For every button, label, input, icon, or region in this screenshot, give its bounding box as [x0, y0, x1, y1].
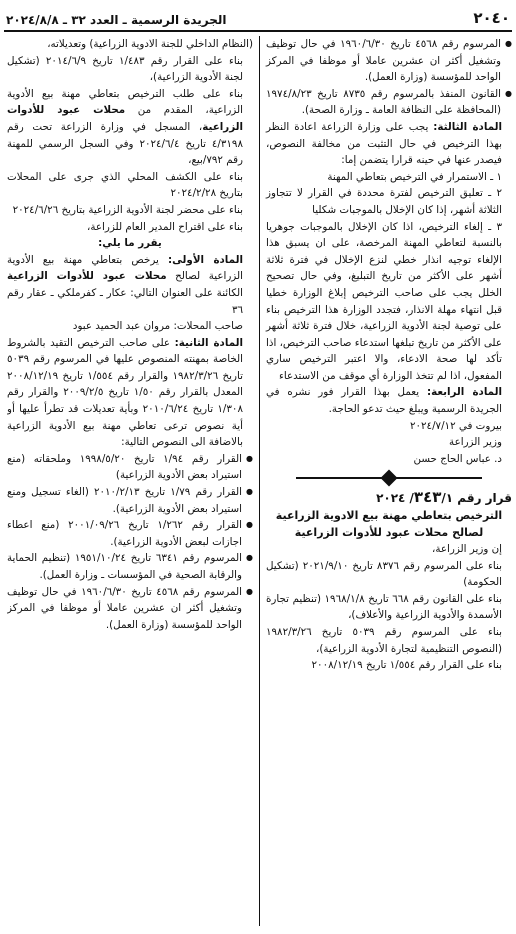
preamble-line: إن وزير الزراعة،	[432, 543, 502, 556]
list-item-text: المرسوم رقم ٦٣٤١ تاريخ ١٩٥١/١٠/٢٤ (تنظيم الحماية والرقابة الصحية في المؤسسات ـ وزارة العمل).	[7, 552, 242, 581]
list-item-text: القرار رقم ١/٧٩ تاريخ ٢٠١٠/٢/١٣ (الغاء تسجيل ومنع استيراد بعض الأدوية الزراعية).	[7, 486, 243, 515]
list-item-text: المرسوم رقم ٤٥٦٨ تاريخ ١٩٦٠/٦/٣٠ في حال توظيف وتشغيل أكثر ان عشرين عاملا أو موظفا في المركز الواحد للمؤسسة (وزارة العمل).	[266, 38, 501, 84]
list-item	[7, 550, 253, 583]
list-item-text: المرسوم رقم ٤٥٦٨ تاريخ ١٩٦٠/٦/٣٠ في حال توظيف وتشغيل أكثر ان عشرين عاملا أو موظفا في المركز الواحد للمؤسسة (وزارة العمل).	[7, 585, 242, 631]
paragraph: بناء على محضر لجنة الأدوية الزراعية بتاريخ ٢٠٢٤/٦/٢٦	[12, 203, 243, 216]
article-paragraph	[266, 384, 512, 417]
list-item-text: القرار رقم ١/٢٦٢ تاريخ ٢٠٠١/٠٩/٢٦ (منع اعطاء اجازات لبعض الأدوية الزراعية).	[7, 519, 242, 548]
licensee-name: محلات عبود للأدوات الزراعية	[7, 270, 167, 283]
list-item	[266, 86, 512, 119]
list-item-text: القانون المنفذ بالمرسوم رقم ٨٧٣٥ تاريخ ١٩٧٤/٨/٢٣ (المحافظة على النظافة العامة ـ وزارة الصحة).	[266, 87, 501, 117]
paragraph: بناء على اقتراح المدير العام للزراعة،	[87, 220, 243, 233]
article-label: المادة الثالثة:	[433, 120, 503, 133]
paragraph-text: ، المسجل في وزارة الزراعة تحت رقم ٤/٣١٩٨ تاريخ ٢٠٢٤/٦/٤ وفي السجل الرسمي للمهنة رقم ٧٩٢/بيع،	[7, 120, 243, 167]
list-item	[7, 484, 253, 517]
list-item	[266, 36, 512, 86]
article-label: المادة الثانية:	[174, 336, 244, 349]
page-body	[4, 36, 512, 926]
list-item	[7, 517, 253, 550]
list-item	[7, 451, 253, 484]
preamble-line: بناء على القرار رقم ١/٥٥٤ تاريخ ٢٠٠٨/١٢/١٩	[311, 659, 502, 672]
decree-suffix: /١/ ٢٠٢٤	[376, 491, 454, 506]
paragraph: صاحب المحلات: مروان عبد الحميد عبود	[72, 320, 243, 333]
signature-title: وزير الزراعة	[449, 436, 502, 449]
article-text: يعمل بهذا القرار فور نشره في الجريدة الرسمية ويبلغ حيث تدعو الحاجة.	[266, 386, 502, 416]
preamble	[266, 541, 512, 674]
article-paragraph	[7, 252, 253, 318]
signature-block	[266, 418, 512, 468]
list-item	[7, 584, 253, 634]
article-text: يرخص بتعاطي مهنة بيع الأدوية الزراعية لصالح	[7, 253, 243, 283]
article-paragraph	[7, 335, 253, 451]
left-column	[7, 36, 259, 926]
article-text: يجب على وزارة الزراعة اعادة النظر بهذا الترخيص في حال التثبت من مخالفة النصوص، فيصدر عنها في حينه قرارا يتضمن إما:	[266, 120, 502, 167]
article-label: المادة الأولى:	[168, 253, 243, 266]
signature-name: د. عباس الحاج حسن	[413, 452, 502, 465]
preamble-line: بناء على القانون رقم ٦٦٨ تاريخ ١٩٦٨/١/٨ (تنظيم تجارة الأسمدة والأدوية الزراعية والأعلاف)،	[266, 592, 502, 622]
paragraph: بناء على الكشف المحلي الذي جرى على المحلات بتاريخ ٢٠٢٤/٢/٢٨	[7, 170, 243, 200]
decree-number	[266, 489, 512, 507]
decree-number-value: ٣٤٣	[413, 488, 442, 507]
decree-prefix: قرار رقم	[457, 491, 512, 506]
page-number: ٢٠٤٠	[473, 9, 510, 27]
column-separator	[259, 36, 260, 926]
article-text: على صاحب الترخيص التقيد بالشروط الخاصة بمهنته المنصوص عليها في المرسوم رقم ٥٠٣٩ تاريخ ١٩٨٢/٣/٢٦ والقرار رقم ١/٥٥٤ تاريخ ٢٠٠٨/١٢/١٩ المعدل بالقرار رقم ١/٥٠ تاريخ ٢٠٠٩/٢/٥ والقرار رقم ١/٣٠٨ تاريخ ٢٠١٠/٦/٢٤ وبأية تعديلات قد تطرأ عليها أو أية نصوص ترعى تعاطي مهنة بيع الأدوية الزراعية بالاضافة الى النصوص التالية:	[7, 336, 243, 449]
paragraph: ٢ ـ تعليق الترخيص لفترة محددة في القرار لا تتجاوز الثلاثة أشهر، إذا كان الإخلال بالموجبات شكليا	[266, 187, 502, 216]
paragraph: ١ ـ الاستمرار في الترخيص بتعاطي المهنة	[327, 170, 502, 183]
preamble-line: بناء على المرسوم رقم ٨٣٧٦ تاريخ ٢٠٢١/٩/١٠ (تشكيل الحكومة)	[266, 559, 502, 589]
list-item-text: القرار رقم ١/٩٤ تاريخ ١٩٩٨/٥/٢٠ وملحقاته (منع استيراد بعض الأدوية الزراعية)	[7, 452, 242, 482]
divider-diamond	[381, 470, 398, 487]
article-text: الكائنة على العنوان التالي: عكار ـ كفرملكي ـ عقار رقم ٣٦	[7, 286, 243, 316]
preamble-line: بناء على المرسوم رقم ٥٠٣٩ تاريخ ١٩٨٢/٣/٢٦ (النصوص التنظيمية لتجارة الأدوية الزراعية)،	[266, 626, 502, 655]
paragraph: (النظام الداخلي للجنة الادوية الزراعية) وتعديلاته،	[47, 38, 253, 50]
decree-title: الترخيص بتعاطي مهنة بيع الادوية الزراعية لصالح محلات عبود للأدوات الزراعية	[275, 509, 503, 540]
article-label: المادة الرابعة:	[426, 386, 502, 399]
paragraph	[7, 86, 253, 169]
article-paragraph	[266, 119, 512, 169]
paragraph: بناء على القرار رقم ١/٤٨٣ تاريخ ٢٠١٤/٦/٩ (تشكيل لجنة الأدوية الزراعية)،	[7, 54, 243, 84]
licensee-name: محلات عبود للأدوات الزراعية	[7, 104, 243, 133]
paragraph-text: بناء على طلب الترخيص بتعاطي مهنة بيع الأدوية الزراعية، المقدم من	[7, 87, 243, 117]
section-divider	[266, 471, 512, 485]
paragraph: ٣ ـ إلغاء الترخيص، اذا كان الإخلال بالموجبات جوهريا بالنسبة لتعاطي المهنة المرخصة، على ان يسبق هذا الإلغاء توجيه انذار خطي لنزع الإخلال في فترة ثلاثة أشهر على الأكثر من تاريخ التبليغ، وفي حال تصحيح الخلل يجب على صاحب الترخيص إبلاغ الوزارة خطيا قبل انتهاء مهلة الانذار، فتجدد الوزارة هذا الترخيص بناء على توصية لجنة الأدوية الزراعية، خلال فترة ثلاثة أشهر على الأكثر من تاريخ تبلغها استدعاء صاحب الترخيص، اذا تأكد لها صحة الادعاء، والا اعتبر الترخيص ساري المفعول، اذا لم تتخذ الوزارة أي موقف من الاستدعاء	[266, 220, 502, 382]
right-column	[260, 36, 512, 926]
decides-heading: يقرر ما يلي:	[98, 237, 162, 250]
right-column-items	[266, 36, 512, 418]
signature-date: بيروت في ٢٠٢٤/٧/١٢	[409, 419, 502, 432]
page-header	[4, 6, 512, 32]
gazette-title: الجريدة الرسمية ـ العدد ٣٢ ـ ٢٠٢٤/٨/٨	[6, 13, 227, 27]
